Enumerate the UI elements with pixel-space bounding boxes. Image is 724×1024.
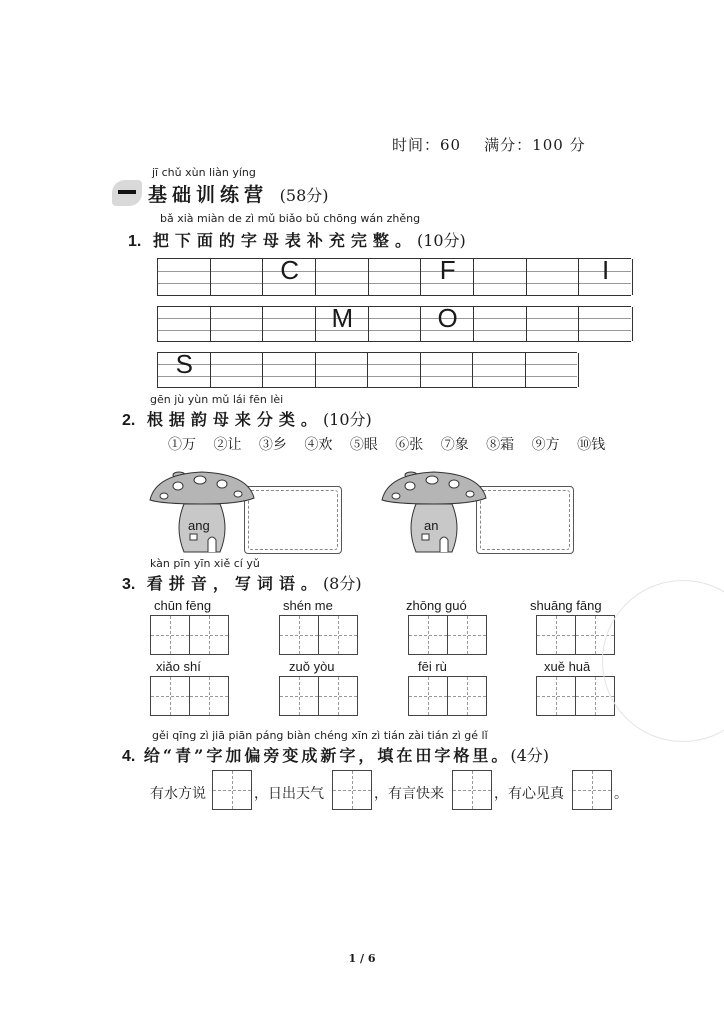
option-4: ④欢: [304, 437, 333, 453]
q4-pinyin: gěi qīng zì jiā piān páng biàn chéng xīn zì tián zài tián zì gé lǐ: [152, 729, 488, 742]
word-pinyin-6: zuǒ yòu: [289, 659, 335, 674]
watermark-seal: [602, 580, 724, 742]
word-pinyin-3: zhōng guó: [406, 598, 467, 613]
fill-phrase-2: ，日出天气: [254, 786, 324, 802]
alphabet-cell[interactable]: [525, 353, 580, 387]
alphabet-cell[interactable]: [210, 307, 264, 341]
alphabet-cell: [262, 255, 316, 295]
tianzige-1[interactable]: [150, 615, 228, 655]
tianzige-6[interactable]: [279, 676, 357, 716]
q4-number: 4.: [122, 748, 136, 765]
q2-number: 2.: [122, 412, 136, 429]
exam-meta: [392, 134, 586, 155]
q4-score: (4分): [510, 746, 550, 765]
alphabet-letter: M: [331, 303, 354, 333]
option-6: ⑥张: [395, 437, 424, 453]
tianzige-3[interactable]: [408, 615, 486, 655]
fill-box-3[interactable]: [452, 770, 491, 810]
alphabet-cell[interactable]: [315, 259, 369, 295]
word-pinyin-1: chūn fēng: [154, 598, 212, 613]
q3-title: [122, 571, 362, 594]
alphabet-cell[interactable]: [315, 353, 369, 387]
q3-pinyin: kàn pīn yīn xiě cí yǔ: [150, 557, 260, 570]
q4-text: 给“青”字加偏旁变成新字，填在田字格里。: [143, 746, 511, 765]
alphabet-cell[interactable]: [472, 353, 526, 387]
alphabet-row-1: [157, 255, 631, 296]
alphabet-cell[interactable]: [420, 353, 474, 387]
q1-pinyin: bǎ xià miàn de zì mǔ biǎo bǔ chōng wán zhěng: [160, 212, 421, 225]
alphabet-letter: I: [602, 255, 610, 285]
alphabet-cell[interactable]: [210, 353, 264, 387]
alphabet-cell[interactable]: [157, 307, 211, 341]
option-1: ①万: [168, 437, 196, 453]
q4-title: [122, 743, 549, 766]
q1-score: (10分): [416, 231, 466, 250]
mushroom-icon: [380, 468, 490, 560]
alphabet-cell[interactable]: [262, 353, 316, 387]
section-number-dash: [118, 190, 136, 194]
alphabet-cell: [578, 255, 633, 295]
mushroom-label-an: an: [424, 518, 439, 533]
fill-phrase-4: ，有心见真: [494, 786, 564, 802]
alphabet-cell[interactable]: [473, 259, 527, 295]
alphabet-letter: C: [280, 255, 300, 285]
alphabet-letter: S: [175, 349, 193, 379]
fill-box-1[interactable]: [212, 770, 251, 810]
time-limit: 时间：60: [392, 136, 462, 154]
mushroom-label-ang: ang: [188, 518, 210, 533]
option-5: ⑤眼: [349, 437, 378, 453]
alphabet-cell[interactable]: [473, 307, 527, 341]
mushroom-icon: [148, 468, 258, 560]
page-number: 1 / 6: [348, 952, 376, 965]
q2-score: (10分): [322, 410, 372, 429]
alphabet-row-2: [157, 303, 631, 342]
alphabet-cell: [157, 349, 211, 387]
word-pinyin-5: xiǎo shí: [156, 659, 201, 674]
q1-title: 1. 把下面的字母表补充完整。(10分): [128, 231, 466, 250]
alphabet-letter: O: [437, 303, 458, 333]
alphabet-cell[interactable]: [367, 353, 421, 387]
q2-text: 根据韵母来分类。: [146, 410, 323, 429]
mushroom-house-ang: [148, 468, 342, 560]
alphabet-cell[interactable]: [368, 307, 422, 341]
section-title: [148, 180, 329, 207]
tianzige-8[interactable]: [536, 676, 614, 716]
full-score: 满分：100 分: [484, 136, 586, 154]
alphabet-cell[interactable]: [262, 307, 316, 341]
alphabet-cell[interactable]: [368, 259, 422, 295]
q1-text: 把下面的字母表补充完整: [152, 231, 395, 250]
answer-box-an[interactable]: [476, 486, 574, 554]
alphabet-cell[interactable]: [526, 307, 580, 341]
word-pinyin-2: shén me: [283, 598, 333, 613]
q3-number: 3.: [122, 576, 136, 593]
option-2: ②让: [213, 437, 242, 453]
q3-text: 看拼音，写词语。: [146, 574, 323, 593]
alphabet-letter: F: [439, 255, 456, 285]
fill-phrase-3: ，有言快来: [374, 786, 444, 802]
word-pinyin-7: fēi rù: [418, 659, 447, 674]
section-pinyin: jī chǔ xùn liàn yíng: [152, 166, 256, 179]
option-3: ③乡: [258, 437, 287, 453]
option-10: ⑩钱: [577, 437, 606, 453]
q2-pinyin: gēn jù yùn mǔ lái fēn lèi: [150, 393, 284, 406]
alphabet-cell: [420, 255, 474, 295]
answer-box-ang[interactable]: [244, 486, 342, 554]
alphabet-cell: [315, 303, 369, 341]
mushroom-house-an: [380, 468, 574, 560]
option-7: ⑦象: [440, 437, 469, 453]
q1-number: 1.: [128, 233, 142, 250]
option-9: ⑨方: [531, 437, 560, 453]
word-pinyin-8: xuě huā: [544, 659, 591, 674]
tianzige-7[interactable]: [408, 676, 486, 716]
alphabet-row-3: [157, 349, 577, 388]
alphabet-cell[interactable]: [210, 259, 264, 295]
alphabet-cell[interactable]: [526, 259, 580, 295]
word-pinyin-4: shuāng fāng: [530, 598, 602, 613]
alphabet-cell[interactable]: [157, 259, 211, 295]
q2-title: [122, 407, 372, 430]
section-score: (58分): [279, 186, 329, 205]
q2-options: [168, 434, 612, 454]
tianzige-5[interactable]: [150, 676, 228, 716]
fill-end-mark: 。: [614, 786, 628, 802]
option-8: ⑧霜: [486, 437, 515, 453]
section-title-text: 基础训练营: [148, 184, 269, 206]
fill-box-2[interactable]: [332, 770, 371, 810]
alphabet-cell[interactable]: [578, 307, 633, 341]
fill-phrase-1: 有水方说: [150, 786, 206, 802]
alphabet-cell: [420, 303, 474, 341]
tianzige-2[interactable]: [279, 615, 357, 655]
fill-box-4[interactable]: [572, 770, 611, 810]
q3-score: (8分): [322, 574, 362, 593]
